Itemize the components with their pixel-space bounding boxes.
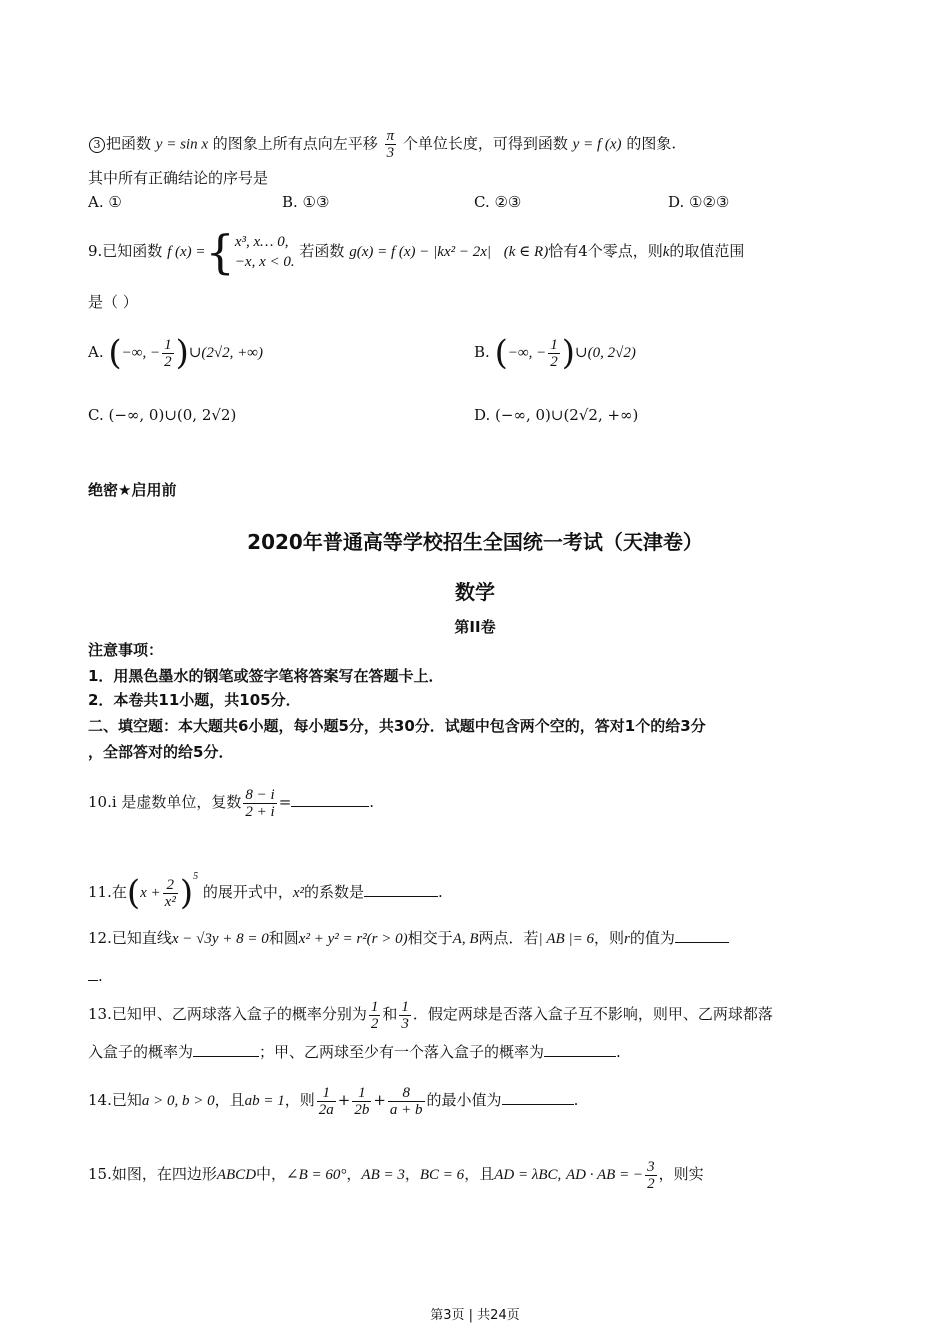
q14: 14.已知a > 0, b > 0，且ab = 1，则 $\frac{1}{2a}$ + $\frac{1}{2b}$ + $\frac{8}{a + b}$ 的最小值为 . bbox=[88, 1084, 579, 1118]
q9-option-d[interactable]: D. (−∞, 0)∪(2√2, +∞) bbox=[474, 406, 639, 424]
q9-stem: 9.已知函数 f (x) ={ x³, x… 0, −x, x < 0. 若函数 g(x) = f (x) − |kx² − 2x| (k ∈ R)恰有4个零点，则k的取值范围 bbox=[88, 225, 745, 279]
q8-option-b[interactable]: B. ①③ bbox=[282, 193, 330, 211]
answer-blank-1[interactable] bbox=[193, 1042, 259, 1057]
piecewise-brace: { bbox=[205, 225, 235, 279]
q13: 13.已知甲、乙两球落入盒子的概率分别为 $\frac{1}{2}$ 和 $\frac{1}{3}$ ．假定两球是否落入盒子互不影响，则甲、乙两球都落 bbox=[88, 998, 773, 1032]
q8-option-c[interactable]: C. ②③ bbox=[474, 193, 522, 211]
q9-option-b[interactable]: B. (−∞, − $\frac{1}{2}$ )∪(0, 2√2) bbox=[474, 333, 636, 373]
q8-option-a[interactable]: A. ① bbox=[88, 193, 122, 211]
q8-item3: 3 把函数 y = sin x 的图象上所有点向左平移 $\frac{\pi}{3}$ 个单位长度，可得到函数 y = f (x) 的图象. bbox=[88, 128, 676, 161]
volume-title: 第II卷 bbox=[454, 618, 496, 636]
q9-line2: 是（ ） bbox=[88, 293, 138, 311]
q10: 10.i 是虚数单位，复数 $\frac{8 - i}{2 + i}$ = . bbox=[88, 786, 375, 820]
note-2: 2．本卷共11小题，共105分． bbox=[88, 691, 301, 709]
section-instructions: 二、填空题：本大题共6小题，每小题5分，共30分．试题中包含两个空的，答对1个的给3分 bbox=[88, 717, 706, 735]
q9-option-a[interactable]: A. (−∞, − $\frac{1}{2}$ )∪(2√2, +∞) bbox=[88, 333, 263, 373]
piecewise-cases: x³, x… 0, −x, x < 0. bbox=[234, 234, 295, 270]
answer-blank[interactable] bbox=[364, 882, 438, 897]
section-instructions-2: ，全部答对的给5分． bbox=[88, 743, 234, 761]
q13-line2: 入盒子的概率为 ；甲、乙两球至少有一个落入盒子的概率为 . bbox=[88, 1043, 621, 1061]
notes-heading: 注意事项： bbox=[88, 641, 164, 659]
fraction-pi-3: $\frac{\pi}{3}$ bbox=[386, 128, 395, 161]
exam-title: 2020年普通高等学校招生全国统一考试（天津卷） bbox=[247, 530, 703, 554]
q11: 11.在(x + $\frac{2}{\text{x²}}$ )$^5$ 的展开式中，x²的系数是 . bbox=[88, 871, 443, 913]
q12: 12.已知直线x − √3y + 8 = 0和圆x² + y² = r²(r > 0)相交于A, B两点．若| AB |= 6，则r的值为 bbox=[88, 928, 729, 949]
page-footer: 第3页 | 共24页 bbox=[430, 1308, 520, 1323]
q12-line2: . bbox=[88, 966, 103, 986]
subject-title: 数学 bbox=[455, 580, 495, 604]
note-1: 1．用黑色墨水的钢笔或签字笔将答案写在答题卡上． bbox=[88, 667, 444, 685]
q8-prompt: 其中所有正确结论的序号是 bbox=[88, 169, 269, 187]
answer-blank[interactable] bbox=[502, 1090, 574, 1105]
answer-blank-2[interactable] bbox=[544, 1042, 616, 1057]
q15: 15.如图，在四边形ABCD中，∠B = 60°，AB = 3，BC = 6，且AD = λBC, AD · AB = − $\frac{3}{2}$ ，则实 bbox=[88, 1158, 704, 1192]
answer-blank-cont[interactable] bbox=[88, 966, 98, 981]
secret-label: 绝密★启用前 bbox=[88, 481, 177, 499]
q9-option-c[interactable]: C. (−∞, 0)∪(0, 2√2) bbox=[88, 406, 237, 424]
answer-blank[interactable] bbox=[675, 928, 729, 943]
answer-blank[interactable] bbox=[291, 792, 369, 807]
q8-option-d[interactable]: D. ①②③ bbox=[668, 193, 730, 211]
circled-3-icon: 3 bbox=[89, 137, 105, 153]
